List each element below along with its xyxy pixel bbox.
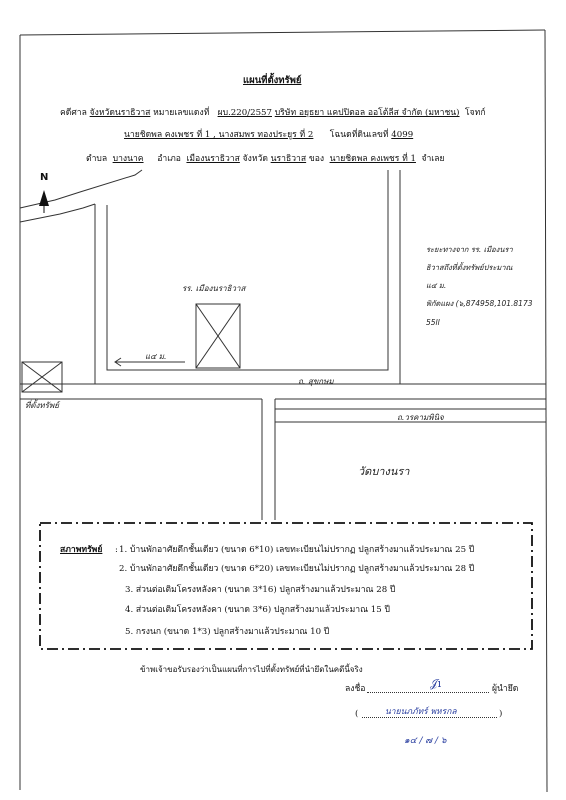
- signature-date: ๑๔ / ๗ / ๖: [404, 736, 447, 746]
- case-label: หมายเลขแดงที่: [153, 108, 210, 118]
- frame-top-line: [20, 30, 545, 35]
- status-item-3: 3. ส่วนต่อเติมโครงหลังคา (ขนาด 3*16) ปลูกสร้างมาแล้วประมาณ 28 ปี: [125, 585, 396, 595]
- road-label-second: ถ.วรคามพินิจ: [397, 413, 444, 422]
- road-loop-inner: [107, 170, 388, 370]
- road-label-main: ถ. สุขกษม: [298, 377, 334, 386]
- owner-role: จำเลย: [421, 154, 445, 164]
- owner-name: นายชิดพล คงเพชร ที่ 1: [329, 154, 416, 164]
- deed-label: โฉนดที่ดินเลขที่: [329, 130, 389, 140]
- defendant-names: นายชิดพล คงเพชร ที่ 1 , นางสมพร ทองประยูร ที่ 2: [124, 130, 314, 140]
- district-label: อำเภอ: [157, 154, 181, 164]
- province-label: จังหวัด: [242, 154, 268, 164]
- deed-number: 4099: [391, 130, 414, 140]
- status-item-2: 2. บ้านพักอาศัยตึกชั้นเดียว (ขนาด 6*20) เลขทะเบียนไม่ปรากฏ ปลูกสร้างมาแล้วประมาณ 28 ปี: [119, 564, 475, 574]
- north-label: N: [40, 172, 49, 183]
- note-line: 55ll: [426, 318, 440, 327]
- property-marker: [22, 362, 62, 392]
- school-building: [196, 304, 240, 368]
- diagonal-road-top-edge: [20, 170, 142, 208]
- name-close-paren: ): [499, 709, 503, 719]
- road-loop-outer: [95, 170, 400, 384]
- court-name: จังหวัดนราธิวาส: [89, 108, 151, 118]
- distance-label: แ๔ ม.: [145, 352, 167, 361]
- note-line: พิกัดแผง (๖,874958,101.8173: [426, 299, 533, 308]
- province-name: นราธิวาส: [270, 154, 307, 164]
- subdistrict-label: ตำบล: [86, 154, 108, 164]
- temple-label: วัดบางนรา: [358, 465, 410, 478]
- name-open-paren: (: [355, 709, 359, 719]
- district-name: เมืองนราธิวาส: [186, 154, 240, 164]
- signature-mark: 𝒥ı: [430, 677, 442, 690]
- property-status-label: สภาพทรัพย์: [60, 545, 103, 555]
- plaintiff-name: บริษัท อยุธยา แคปปิตอล ออโต้ลีส จำกัด (มหาชน): [274, 108, 460, 118]
- property-location-label: ที่ตั้งทรัพย์: [25, 401, 59, 410]
- school-label: รร. เมืองนราธิวาส: [182, 284, 246, 293]
- certification-text: ข้าพเจ้าขอรับรองว่าเป็นแผนที่การไปที่ตั้งทรัพย์ที่นำยึดในคดีนี้จริง: [140, 665, 363, 674]
- status-item-1: 1. บ้านพักอาศัยตึกชั้นเดียว (ขนาด 6*10) เลขทะเบียนไม่ปรากฏ ปลูกสร้างมาแล้วประมาณ 25 ปี: [119, 545, 475, 555]
- header-line-2: [124, 127, 413, 141]
- header-line-3: [86, 151, 445, 165]
- note-line: ธิวาสถึงที่ตั้งทรัพย์ประมาณ: [426, 263, 513, 272]
- subdistrict-name: บางนาค: [112, 154, 144, 164]
- case-number: ผบ.220/2557: [217, 108, 272, 118]
- frame-right-line: [545, 30, 547, 792]
- north-arrow: [39, 190, 49, 213]
- note-line: แ๔ ม.: [426, 281, 447, 290]
- status-item-4: 4. ส่วนต่อเติมโครงหลังคา (ขนาด 3*6) ปลูกสร้างมาแล้วประมาณ 15 ปี: [125, 605, 390, 615]
- status-colon: :: [115, 545, 118, 555]
- signer-name-stamp: นายนภภัทร์ พหรกล: [385, 707, 457, 717]
- of-label: ของ: [308, 154, 325, 164]
- note-line: ระยะทางจาก รร. เมืองนรา: [426, 245, 513, 254]
- court-label: คดีศาล: [60, 108, 87, 118]
- document-title: แผนที่ตั้งทรัพย์: [243, 75, 302, 86]
- signature-line: [367, 692, 489, 693]
- header-line-1: [60, 105, 486, 119]
- status-item-5: 5. กรงนก (ขนาด 1*3) ปลูกสร้างมาแล้วประมาณ 10 ปี: [125, 627, 330, 637]
- plaintiff-label: โจทก์: [465, 108, 486, 118]
- diagonal-road-bottom-edge: [20, 204, 95, 222]
- sign-label: ลงชื่อ: [345, 684, 366, 694]
- signer-role: ผู้นำยึด: [492, 684, 519, 694]
